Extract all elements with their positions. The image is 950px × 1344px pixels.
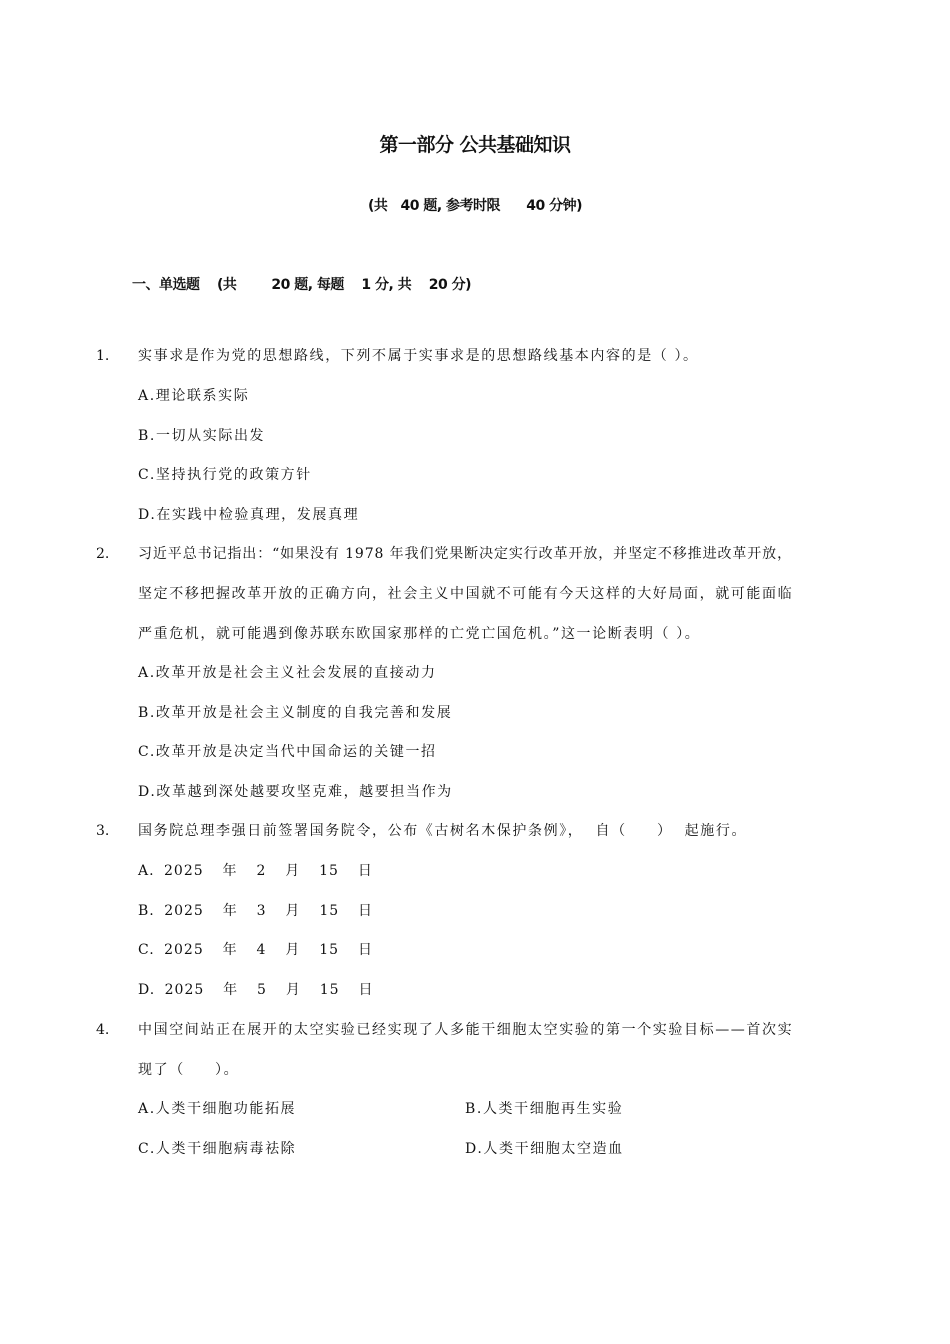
question-1-number: 1. (96, 348, 110, 364)
part-title: 第一部分 公共基础知识 (379, 134, 571, 156)
question-2-text-line-2: 坚定不移把握改革开放的正确方向，社会主义中国就不可能有今天这样的大好局面，就可能面临 (138, 586, 794, 602)
question-4-option-b: B.人类干细胞再生实验 (465, 1101, 624, 1117)
question-3-option-d: D. 2025 年 5 月 15 日 (138, 982, 374, 998)
question-1-option-b: B.一切从实际出发 (138, 428, 266, 444)
question-3-number: 3. (96, 823, 110, 839)
question-2-option-d: D.改革越到深处越要攻坚克难，越要担当作为 (138, 784, 453, 800)
question-4-text-line-1: 中国空间站正在展开的太空实验已经实现了人多能干细胞太空实验的第一个实验目标——首次实 (138, 1022, 794, 1038)
part-subtitle: (共 40 题, 参考时限 40 分钟) (367, 198, 583, 214)
question-4-text-line-2: 现了（ ）。 (138, 1062, 240, 1078)
question-4-option-a: A.人类干细胞功能拓展 (138, 1101, 297, 1117)
question-2-text-line-1: 习近平总书记指出：“如果没有 1978 年我们党果断决定实行改革开放，并坚定不移推进改革开放， (138, 546, 792, 562)
question-3-option-b: B. 2025 年 3 月 15 日 (138, 903, 374, 919)
section-title: 一、单选题 (共 20 题, 每题 1 分, 共 20 分) (132, 277, 471, 293)
question-2-option-a: A.改革开放是社会主义社会发展的直接动力 (138, 665, 437, 681)
question-3-option-c: C. 2025 年 4 月 15 日 (138, 942, 373, 958)
question-1-option-a: A.理论联系实际 (138, 388, 250, 404)
question-2-option-c: C.改革开放是决定当代中国命运的关键一招 (138, 744, 437, 760)
question-1-option-d: D.在实践中检验真理，发展真理 (138, 507, 360, 523)
question-3-text: 国务院总理李强日前签署国务院令，公布《古树名木保护条例》， 自（ ） 起施行。 (138, 823, 748, 839)
question-1-option-c: C.坚持执行党的政策方针 (138, 467, 312, 483)
question-3-option-a: A. 2025 年 2 月 15 日 (138, 863, 373, 879)
question-4-option-c: C.人类干细胞病毒祛除 (138, 1141, 297, 1157)
question-2-number: 2. (96, 546, 110, 562)
question-1-text: 实事求是作为党的思想路线，下列不属于实事求是的思想路线基本内容的是（ ）。 (138, 348, 699, 364)
question-2-option-b: B.改革开放是社会主义制度的自我完善和发展 (138, 705, 453, 721)
question-4-option-d: D.人类干细胞太空造血 (465, 1141, 624, 1157)
question-2-text-line-3: 严重危机，就可能遇到像苏联东欧国家那样的亡党亡国危机。”这一论断表明（ ）。 (138, 626, 701, 642)
question-4-number: 4. (96, 1022, 110, 1038)
